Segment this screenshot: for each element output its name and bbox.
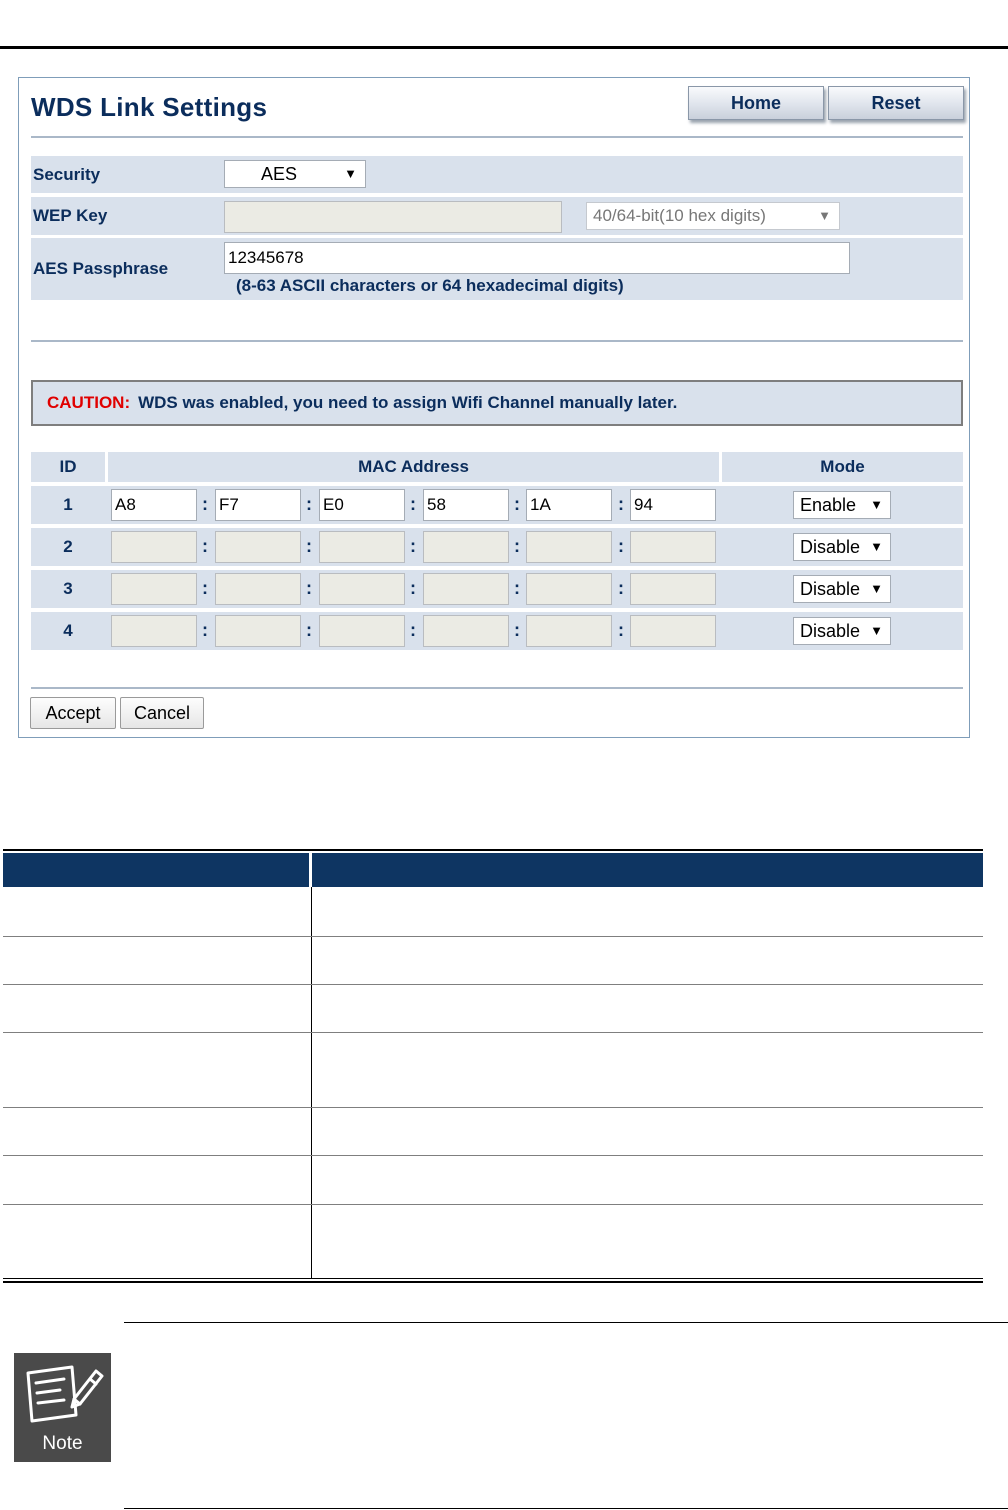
security-select-value: AES xyxy=(261,163,298,184)
table-top-rule xyxy=(3,849,983,851)
mode-select[interactable] xyxy=(793,617,891,645)
mac-separator: : xyxy=(514,620,520,640)
mac-table-row xyxy=(31,528,963,566)
mac-table-header-mode: Mode xyxy=(722,452,963,482)
mac-address-cell xyxy=(108,612,719,650)
table-row-divider xyxy=(3,1107,983,1108)
table-row-divider xyxy=(3,1155,983,1156)
mac-address-cell xyxy=(108,528,719,566)
mac-octet-input[interactable] xyxy=(111,573,197,605)
mac-separator: : xyxy=(410,578,416,598)
section-divider xyxy=(31,340,963,342)
mode-select-value: Disable xyxy=(800,620,861,641)
aes-passphrase-row xyxy=(31,238,963,300)
mac-address-cell xyxy=(108,570,719,608)
mode-cell xyxy=(722,570,963,608)
mode-select[interactable] xyxy=(793,533,891,561)
mac-separator: : xyxy=(514,494,520,514)
mac-octet-input[interactable] xyxy=(526,531,612,563)
mac-octet-input[interactable]: A8 xyxy=(111,489,197,521)
mac-octet-input[interactable] xyxy=(526,573,612,605)
wep-key-row xyxy=(31,197,963,235)
mac-row-id: 3 xyxy=(63,579,73,598)
mac-octet-input[interactable] xyxy=(215,531,301,563)
mac-separator: : xyxy=(618,578,624,598)
mac-table-row xyxy=(31,486,963,524)
note-label: Note xyxy=(42,1433,83,1454)
wep-key-length-select[interactable] xyxy=(586,202,840,230)
chevron-down-icon: ▼ xyxy=(870,623,883,638)
table-row-divider xyxy=(3,1032,983,1033)
table-row-divider xyxy=(3,936,983,937)
mac-row-id: 4 xyxy=(63,621,73,640)
aes-passphrase-hint: (8-63 ASCII characters or 64 hexadecimal digits) xyxy=(236,276,624,295)
cancel-button[interactable]: Cancel xyxy=(120,697,204,729)
mac-table-row xyxy=(31,612,963,650)
mac-separator: : xyxy=(202,536,208,556)
wep-key-input[interactable] xyxy=(224,201,562,233)
mac-separator: : xyxy=(514,578,520,598)
security-cell xyxy=(220,156,963,193)
mode-cell xyxy=(722,528,963,566)
table-row-divider xyxy=(3,1204,983,1205)
mac-octet-input[interactable] xyxy=(423,531,509,563)
table-column-divider xyxy=(311,887,312,1279)
form-divider xyxy=(31,687,963,689)
mac-separator: : xyxy=(410,536,416,556)
mac-octet-input[interactable]: E0 xyxy=(319,489,405,521)
mode-cell xyxy=(722,486,963,524)
chevron-down-icon: ▼ xyxy=(818,208,831,223)
table-bottom-rule xyxy=(3,1278,983,1279)
mac-octet-input[interactable] xyxy=(423,573,509,605)
wep-key-label: WEP Key xyxy=(33,206,108,225)
mode-select-value: Disable xyxy=(800,536,861,557)
reset-button[interactable]: Reset xyxy=(828,86,964,120)
mac-octet-input[interactable]: 58 xyxy=(423,489,509,521)
aes-passphrase-input[interactable]: 12345678 xyxy=(224,242,850,274)
mac-separator: : xyxy=(410,620,416,640)
table-header-separator xyxy=(309,853,312,887)
caution-tag: CAUTION: xyxy=(47,393,131,412)
wep-key-length-value: 40/64-bit(10 hex digits) xyxy=(593,206,766,225)
wep-key-cell xyxy=(220,197,963,235)
security-select[interactable] xyxy=(224,160,366,188)
mac-separator: : xyxy=(202,494,208,514)
table-bottom-rule xyxy=(3,1281,983,1283)
mac-octet-input[interactable] xyxy=(215,615,301,647)
security-row xyxy=(31,156,963,193)
note-top-rule xyxy=(124,1322,1008,1323)
home-button[interactable]: Home xyxy=(688,86,824,120)
mac-separator: : xyxy=(410,494,416,514)
mac-octet-input[interactable] xyxy=(319,615,405,647)
mac-row-id: 2 xyxy=(63,537,73,556)
mac-octet-input[interactable] xyxy=(319,573,405,605)
mac-octet-input[interactable] xyxy=(630,531,716,563)
mac-separator: : xyxy=(306,578,312,598)
mac-separator: : xyxy=(202,620,208,640)
mac-separator: : xyxy=(618,620,624,640)
caution-text: WDS was enabled, you need to assign Wifi Channel manually later. xyxy=(138,393,678,412)
table-row-divider xyxy=(3,984,983,985)
chevron-down-icon: ▼ xyxy=(870,581,883,596)
wds-settings-panel xyxy=(18,77,970,738)
table-header xyxy=(3,853,983,887)
mac-separator: : xyxy=(514,536,520,556)
mac-separator: : xyxy=(618,536,624,556)
mac-table-row xyxy=(31,570,963,608)
notepad-pencil-icon xyxy=(14,1353,111,1433)
mac-separator: : xyxy=(306,536,312,556)
mac-row-id: 1 xyxy=(63,495,73,514)
mac-address-cell xyxy=(108,486,719,524)
mode-select[interactable] xyxy=(793,575,891,603)
mode-select[interactable] xyxy=(793,491,891,519)
mac-separator: : xyxy=(202,578,208,598)
mac-octet-input[interactable] xyxy=(215,573,301,605)
mac-separator: : xyxy=(618,494,624,514)
mac-separator: : xyxy=(306,494,312,514)
chevron-down-icon: ▼ xyxy=(870,539,883,554)
page-title: WDS Link Settings xyxy=(31,92,268,122)
note-icon xyxy=(14,1353,111,1462)
mode-select-value: Disable xyxy=(800,578,861,599)
mac-octet-input[interactable] xyxy=(630,573,716,605)
mac-octet-input[interactable]: 94 xyxy=(630,489,716,521)
mac-separator: : xyxy=(306,620,312,640)
chevron-down-icon: ▼ xyxy=(344,166,357,181)
mode-select-value: Enable xyxy=(800,494,857,515)
mac-octet-input[interactable] xyxy=(111,615,197,647)
aes-passphrase-cell xyxy=(220,238,963,300)
mac-octet-input[interactable]: 1A xyxy=(526,489,612,521)
mac-octet-input[interactable] xyxy=(111,531,197,563)
aes-passphrase-label: AES Passphrase xyxy=(33,259,169,278)
accept-button[interactable]: Accept xyxy=(30,697,116,729)
security-label: Security xyxy=(33,164,101,184)
mac-octet-input[interactable] xyxy=(526,615,612,647)
note-bottom-rule xyxy=(124,1508,1008,1509)
mac-octet-input[interactable]: F7 xyxy=(215,489,301,521)
mac-octet-input[interactable] xyxy=(319,531,405,563)
mac-table-header-id: ID xyxy=(31,452,105,482)
chevron-down-icon: ▼ xyxy=(870,497,883,512)
caution-banner xyxy=(31,380,963,426)
mode-cell xyxy=(722,612,963,650)
mac-octet-input[interactable] xyxy=(630,615,716,647)
mac-table-header-mac: MAC Address xyxy=(108,452,719,482)
title-divider xyxy=(31,136,963,138)
page-top-rule xyxy=(0,46,1008,49)
mac-octet-input[interactable] xyxy=(423,615,509,647)
